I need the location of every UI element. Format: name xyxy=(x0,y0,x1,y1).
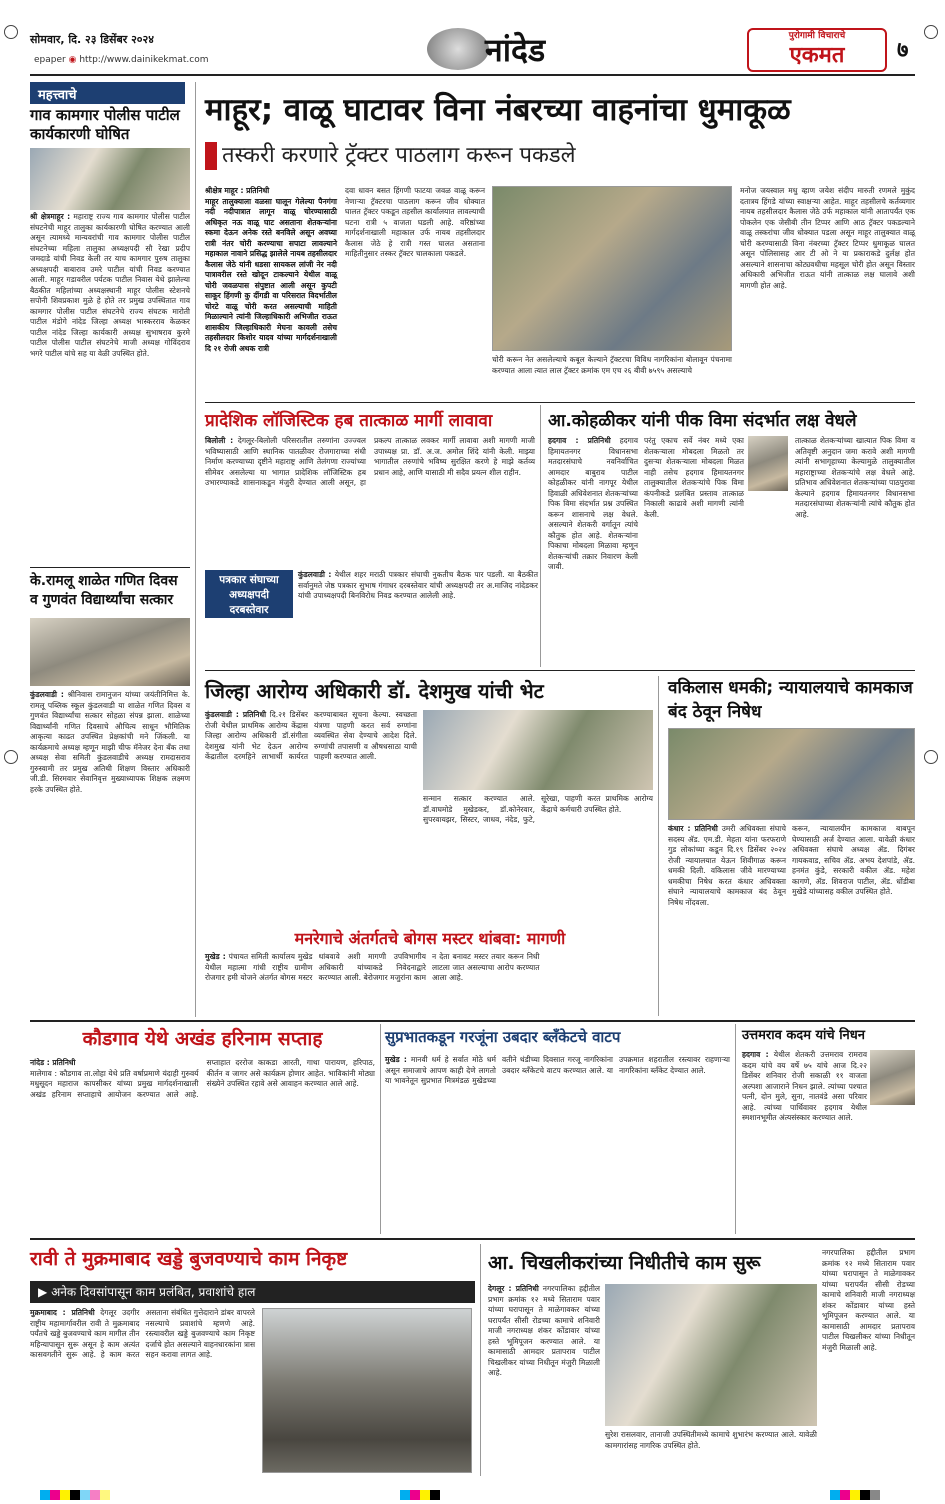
lead-body-col2: दवा धावन बसत हिंगणी फाटया जवळ वाळू करून नेणाऱ्या ट्रॅक्टरचा पाठलाग करून जीव धोक्यात घालत ट्रॅक्टर पकडून तहसील कार्यालयात लावल्याची घटना रात्री ५ वाजता घडली आहे. वरिष्ठांच्या मार्गदर्शनाखाली महाकाल उर्फ नायब तहसीलदार कैलास जेठे हे रात्री गस्त घालत असताना माहितीनुसार तस्कर ट्रॅक्टर चालकाला पकडले. xyxy=(345,186,485,258)
fund-body-col3: नगरपालिका हद्दीतील प्रभाग क्रमांक १२ मध्ये सिताराम पवार यांच्या घरापासून ते माळेगावकर यांच्या घरापर्यंत सीसी रोडच्या कामाचे शनिवारी माजी नगराध्यक्ष शंकर कोंडावार यांच्या हस्ते भूमिपूजन करण्यात आले. या कामासाठी आमदार प्रतापराव पाटील चिखलीकर यांच्या निधीतून मंजुरी मिळाली आहे. xyxy=(822,1248,915,1352)
blanket-headline: सुप्रभातकडून गरजूंना उबदार ब्लँकेटचे वाटप xyxy=(385,1028,621,1046)
logistic-headline: प्रादेशिक लॉजिस्टिक हब तात्काळ मार्गी लावावा xyxy=(205,411,493,431)
story-text: देगलूर-बिलोली परिसरातील तरुणांना उज्ज्वल भविष्यासाठी आणि स्थानिक पातळीवर रोजगाराच्या संधी निर्माण करण्याच्या दृष्टीने महाराष्ट्र आणि तेलंगणा राज्यांच्या सीमेवर असलेल्या या भागात प्रादेशिक लॉजिस्टिक हब उभारण्याकडे शासनाकडून मंजुरी देण्यात आली असून, हा प्रकल्प तात्काळ लवकर मार्गी लावावा अशी मागणी माजी उपाध्यक्ष प्रा. डॉ. अ.ज. अमोल शिंदे यांनी केली. माझ्या भागातील तरुणांचे भविष्य सुरक्षित करणे हे माझे कर्तव्य प्रधान आहे, आणि यासाठी मी सदैव प्रयत्न शील राहीन. xyxy=(205,436,535,487)
lawyer-headline: वकिलास धमकी; न्यायालयाचे कामकाज बंद ठेवून निषेध xyxy=(668,678,913,722)
road-photo xyxy=(262,1308,472,1473)
divider xyxy=(30,1020,915,1022)
dateline: मुक्रमाबाद : प्रतिनिधी xyxy=(30,1308,95,1317)
story-text: देगलूर उदगीर राष्ट्रीय महामार्गावरील रावी ते मुक्रमाबाद पर्यंतचे खड्डे बुजवण्याचे काम मागील तीन महिन्यापासून सुरू असून हे काम अत्यंत कासवगतीने सुरू आहे. हे काम करत असताना संबंधित गुत्तेदाराने डांबर वापरले नसल्याचे प्रवाशांचे म्हणणे आहे. रस्त्यावरील खड्डे बुजवण्याचे काम निकृष्ट दर्जाचे होत असल्याने वाहनधारकांना त्रास सहन करावा लागत आहे. xyxy=(30,1308,256,1359)
dateline: हदगाव : xyxy=(742,1050,769,1059)
story-text: माहूर तालुक्याला वळसा घालून गेलेल्या पैनगंगा नदी नदीपात्रात लागून वाळू चोरण्यासाठी अधिकृत नऊ वाळू घाट असताना शेतकऱ्यांना स्कमा देऊन अनेक रस्ते बनविले असून अवघ्या रात्री नंतर चोरी करण्याचा सपाटा लावल्याने महाकाल नावाने प्रसिद्ध झालेले नायब तहसीलदार कैलास जेठे यांनी धडसा सायकल लांजी नेर नदी पात्रावरील रस्ते खोदून टाकल्याने येथील वाळू चोरी जवळपास संपुष्टात आली असून कुपटी साकूर हिंगणी कु दींगडी वा परिसरात विदर्भातील चोरटे वाळू चोरी करत असल्याची माहिती मिळाल्याने त्यांनी जिल्हाधिकारी अभिजीत राऊत शासकीय जिल्हाधिकारी मेघना कावली तसेच तहसीलदार किशोर यादव यांच्या मार्गदर्शनाखाली दि २१ रोजी अथक रात्री xyxy=(205,196,337,353)
police-patil-photo xyxy=(30,148,190,210)
road-subhead: अनेक दिवसांपासून काम प्रलंबित, प्रवाशांचे हाल xyxy=(51,1285,256,1299)
muster-body xyxy=(205,952,653,1016)
column-divider xyxy=(540,405,541,667)
fund-caption: सुरेश रासलवार, तानाजी उपस्थितीमध्ये कामाचे शुभारंभ करण्यात आले. यावेळी कामगारांसह नागरिक उपस्थित होते. xyxy=(605,1430,817,1450)
dateline: श्रीक्षेत्र माहूर : प्रतिनिधी xyxy=(205,186,270,195)
story-text: उमरी अधिवक्ता संघाचे सदस्य ॲड. एम.डी. मेहता यांना फरफराणे गुड लोकांच्या कडून दि.१९ डिसेंबर २०२४ रोजी न्यायालयात येऊन शिवीगाळ करून धमकी दिली. वकिलास जीवे मारण्याच्या धमकीचा निषेध करत कंधार अधिवक्ता संघाने न्यायालयाचे कामकाज बंद ठेवून निषेध नोंदवला. xyxy=(668,824,786,907)
registration-mark xyxy=(924,25,938,39)
school-event-photo xyxy=(30,618,190,686)
dateline: नांदेड : प्रतिनिधी xyxy=(30,1058,76,1067)
crop-body-col2: परंतु एकाच सर्वे नंबर मध्ये एका शेतकऱ्याला मोबदला मिळतो तर दुसऱ्या शेतकऱ्याला मोबदला मिळत नाही तसेच हदगाव हिमायतनगर तालुक्यातील शेतकऱ्यांचे पिक विमा कंपनीकडे प्रलंबित प्रस्ताव तात्काळ निकाली काढावे अशी मागणी त्यांनी केली. xyxy=(644,436,744,519)
crop-headline: आ.कोहळीकर यांनी पीक विमा संदर्भात लक्ष वेधले xyxy=(548,411,857,431)
dateline: कुंडलवाडी : xyxy=(298,570,332,579)
kirtan-headline: कौडगाव येथे अखंड हरिनाम सप्ताह xyxy=(82,1028,323,1050)
lead-photo-caption: चोरी करून नेत असलेल्याचे कबूल केल्याने ट्रॅक्टरचा विविध नागरिकांना बोलावून पंचनामा करण्यात आला त्यात लाल ट्रॅक्टर क्रमांक एम एच २६ बीवी ७५९५ असल्याचे xyxy=(492,355,732,375)
registration-mark xyxy=(924,750,938,764)
fund-headline: आ. चिखलीकरांच्या निधीतीचे काम सुरू xyxy=(488,1252,761,1274)
story-text: पंचायत समिती कार्यालय मुखेड येथील महात्मा गांधी राष्ट्रीय ग्रामीण रोजगार हमी योजने अंतर्गत बोगस मस्टर थांबवावे अशी मागणी उपविभागीय अधिकारी यांच्याकडे निवेदनाद्वारे करण्यात आली. बेरोजगार मजुरांना काम न देता बनावट मस्टर तयार करून निधी लाटला जात असल्याचा आरोप करण्यात आला आहे. xyxy=(205,952,540,982)
health-caption: सन्मान सत्कार करण्यात आले. डॉ.वाघमोडे मुखेडकर, डॉ.कोनेरवार, सुपरवायझर, सिस्टर, जाधव, नंदेड, फुटे, सूरेखा, पाहणी करत प्राथमिक आरोग्य केंद्राचे कर्मचारी उपस्थित होते. xyxy=(423,794,653,824)
lawyer-body-col2: करून, न्यायालयीन कामकाज बाबपून घेण्यासाठी अर्ज देण्यात आला. यावेळी कंधार अधिवक्ता संघाचे अध्यक्ष ॲड. दिगंबर गायकवाड, सचिव ॲड. अभय देशपांडे, ॲड. हनमंत कुंडे, सरकारी वकील ॲड. महेश कागणे, ॲड. शिवराज पाटील, ॲड. धोंडीबा मुखेडे यांच्यासह वकील उपस्थित होते. xyxy=(792,824,915,896)
city-title: नांदेड xyxy=(485,31,546,69)
press-body xyxy=(298,570,538,620)
tractor-photo xyxy=(492,186,732,351)
epaper-label: epaper xyxy=(34,55,66,65)
lead-body-bold xyxy=(205,186,337,398)
dateline: श्री क्षेत्रमाहूर : xyxy=(30,212,71,221)
dateline: हदगाव : प्रतिनिधी xyxy=(548,436,611,445)
column-divider xyxy=(380,1024,381,1234)
health-visit-photo xyxy=(423,710,653,790)
color-calibration-bar xyxy=(830,1485,880,1504)
crop-body-col3: तात्काळ शेतकऱ्यांच्या खात्यात पिक विमा व अतिवृष्टी अनुदान जमा करावे अशी मागणी त्यांनी सभागृहाच्या केल्यामुळे तालुक्यातील महाराष्ट्राच्या शेतकऱ्यांचे लक्ष वेधले आहे. प्रतिभाव अधिवेशनात शेतकऱ्यांच्या पाठपुरावा केल्याने हदगाव हिमायतनगर विधानसभा मतदारसंघाच्या शेतकऱ्यांनी त्यांचे कौतुक होत आहे. xyxy=(795,436,915,519)
color-calibration-bar xyxy=(400,1485,440,1504)
road-subhead-bar xyxy=(30,1281,475,1303)
groundbreaking-photo xyxy=(605,1284,817,1426)
lead-body-col4: मनोज जयस्वाल मधु व्हाण जयेश संदीप मारुती रणमले मुकुंद दतात्रय हिंगडे यांच्या स्वाक्षऱ्या आहेत. माहूर तहसीलचे कर्तव्यगार नायब तहसीलदार कैलास जेठे उर्फ महाकाल यांनी आतापर्यंत एक पोकलेन एक जेसीबी तीन टिप्पर आणि आठ ट्रॅक्टर पकडल्याने वाळू तस्करांचा जीव धोक्यात पडला असून माहूर तालुक्यात वाळू चोरी करण्यासाठी विना नंबरच्या ट्रॅक्टर टिप्पर धुमाकूळ घालत असून पोलिसासह आर टी ओ ने या प्रकाराकडे दुर्लक्ष होत असल्याने शासनाचा कोट्यवधीचा महसूल चोरी होत असून विस्तार अधिकारी अभिजीत राऊत यांनी तात्काळ लक्ष घालावे अशी मागणी होत आहे. xyxy=(740,186,915,290)
story-text: मानवी धर्म हे सर्वात मोठे धर्म असून समाजाचे आपण काही देणे लागतो या भावनेतून सुप्रभात मित्रमंडळ मुखेडच्या वतीने थंडीच्या दिवसात गरजू नागरिकांना उबदार ब्लँकेटचे वाटप करण्यात आले. या उपक्रमात शहरातील रस्त्यावर राहणाऱ्या नागरिकांना ब्लँकेट देण्यात आले. xyxy=(385,1055,730,1085)
page-number: ७ xyxy=(897,38,909,63)
story-text: हदगाव हिमायतनगर विधानसभा मतदारसंघाचे नवनिर्वाचित आमदार बाबुराव पाटील कोहळीकर यांनी नागपूर येथील हिवाळी अधिवेशनात शेतकऱ्यांच्या पिक विमा संदर्भात प्रश्न उपस्थित करून शासनाचे लक्ष वेधले. असल्याने शेतकरी वर्गातून त्यांचे कौतुक होत आहे. शेतकऱ्यांना पिकाचा मोबदला मिळावा म्हणून शेतकऱ्यांची तक्रार निवारण केली जावी. xyxy=(548,436,638,571)
obit-headline: उत्तमराव कदम यांचे निधन xyxy=(742,1028,865,1043)
color-calibration-bar xyxy=(40,1485,110,1504)
mla-portrait xyxy=(748,436,788,491)
column-divider xyxy=(480,1244,481,1476)
registration-mark xyxy=(4,25,18,39)
story-text: महाराष्ट्र राज्य गाव कामगार पोलीस पाटील संघटनेची माहूर तालुका कार्यकारणी घोषित करण्यात आली असून त्यामध्ये मान्यवरांची गाव कामगार पोलीस पाटील संघटनेच्या महिला तालुका अध्यक्षपदी सौ रेखा प्रदीप जमदाडे यांची निवड केली तर याच कामगार पुरुष तालुका अध्यक्षपदी बाबाराव उमरे पाटील यांची निवड करण्यात आली. माहूर गडावरील पर्यटक पाटील निवास येथे झालेल्या बैठकीत महिलांच्या अध्यक्षस्थानी माहूर पोलीस स्टेशनचे सपोनी शिवप्रकाश मुळे हे होते तर प्रमुख उपस्थितात गाव कामगार पोलीस पाटील संघटनेचे राज्य संघटक मारोती पाटील मंडोगे नांदेड जिल्हा अध्यक्ष भास्करराव केळकर पाटील नांदेड जिल्हा कार्यकारी अध्यक्ष सुभाषराव कुरमे पाटील पोलीस पाटील संघटनेचे माजी अध्यक्ष गोविंदराव भगरे पाटील यांचे सह या वेळी उपस्थित होते. xyxy=(30,212,191,358)
divider xyxy=(205,402,915,403)
sidebar-story1-headline: गाव कामगार पोलीस पाटील कार्यकारणी घोषित xyxy=(30,106,180,143)
blanket-body xyxy=(385,1055,730,1233)
fund-body xyxy=(488,1284,600,1472)
divider xyxy=(30,567,190,568)
globe-icon: ◉ xyxy=(68,55,77,65)
section-label: महत्त्वाचे xyxy=(30,82,185,104)
brand-name: एकमत xyxy=(789,43,845,68)
city-emblem xyxy=(427,28,489,70)
arrow-icon: ▶ xyxy=(38,1285,48,1299)
divider xyxy=(30,1238,915,1240)
sidebar-story1-body xyxy=(30,212,190,564)
column-divider xyxy=(195,82,196,1017)
sidebar-story2-body xyxy=(30,690,190,1015)
column-divider xyxy=(658,676,659,1016)
epaper-line xyxy=(34,55,208,65)
divider xyxy=(205,670,915,671)
story-text: दि.२१ डिसेंबर रोजी येथील प्राथमिक आरोग्य केंद्रास जिल्हा आरोग्य अधिकारी डॉ.संगीता देशमुख यांनी भेट देऊन आरोग्य केंद्रातील दरमहिने लाभार्थी कार्यरत करण्याबाबत सूचना केल्या. स्वच्छता यंत्रणा पाहणी करत सर्व रुग्णांना व्यवस्थित सेवा देण्याचे आदेश दिले. रुग्णांची तपासणी व औषधसाठा याची पाहणी करण्यात आली. xyxy=(205,710,417,761)
lawyers-photo xyxy=(668,728,915,820)
issue-date: सोमवार, दि. २३ डिसेंबर २०२४ xyxy=(30,33,154,46)
road-body xyxy=(30,1308,255,1473)
dateline: देगलूर : प्रतिनिधी xyxy=(488,1284,539,1293)
dateline: कुंडलवाडी : प्रतिनिधी xyxy=(205,710,267,719)
dateline: बिलोली : xyxy=(205,436,234,445)
sidebar-story2-headline: के.रामलू शाळेत गणित दिवस व गुणवंत विद्यार्थ्यांचा सत्कार xyxy=(30,573,178,608)
health-body xyxy=(205,710,417,926)
registration-mark xyxy=(4,750,18,764)
brand-tagline: पुरोगामी विचाराचे xyxy=(788,31,846,41)
crop-body xyxy=(548,436,638,664)
lawyer-body xyxy=(668,824,786,1016)
story-text: मालेगाव : कौडगाव ता.लोहा येथे प्रति वर्षाप्रमाणे यंदाही गुरुवर्य मधुसूदन महाराज कापसीकर यांच्या प्रमुख मार्गदर्शनाखाली अखंड हरिनाम सप्ताहाचे आयोजन करण्यात आले आहे. सप्ताहात दररोज काकडा आरती, गाथा पारायण, हरिपाठ, कीर्तन व जागर असे कार्यक्रम होणार आहेत. भाविकांनी मोठ्या संख्येने उपस्थित रहावे असे आवाहन करण्यात आले आहे. xyxy=(30,1058,375,1099)
story-text: नगरपालिका हद्दीतील प्रभाग क्रमांक १२ मध्ये सिताराम पवार यांच्या घरापासून ते माळेगावकर यांच्या घरापर्यंत सीसी रोडच्या कामाचे शनिवारी माजी नगराध्यक्ष शंकर कोंडावार यांच्या हस्ते भूमिपूजन करण्यात आले. या कामासाठी आमदार प्रतापराव पाटील चिखलीकर यांच्या निधीतून मंजुरी मिळाली आहे. xyxy=(488,1284,600,1377)
dateline: कुंडलवाडी : xyxy=(30,690,64,699)
website-link[interactable]: http://www.dainikekmat.com xyxy=(79,55,209,65)
story-text: श्रीनिवास रामानुजन यांच्या जयंतीनिमित्त के. रामलू पब्लिक स्कूल कुंडलवाडी या शाळेत गणित दिवस व गुणवंत विद्यार्थ्यांचा सत्कार सोहळा संपन्न झाला. शाळेच्या विद्यार्थ्यांनी गणित दिवसाचे औचित्य साधून भौमितिक आकृत्या काढत उपस्थित प्रेक्षकांची मने जिंकली. या कार्यक्रमाचे अध्यक्ष म्हणून माझी चीफ मॅनेजर देना बँक तथा अध्यक्ष सेवा समिती कुंडलवाडीचे अध्यक्ष रामदासराव गुरुस्वामी तर प्रमुख अतिथी शिक्षण विस्तार अधिकारी जी.डी. सिरमवार सेवानिवृत्त मुख्याध्यापक शिक्षक लक्ष्मण हरके उपस्थित होते. xyxy=(30,690,190,794)
road-headline: रावी ते मुक्रमाबाद खड्डे बुजवण्याचे काम निकृष्ट xyxy=(30,1248,348,1270)
obit-body xyxy=(742,1050,867,1122)
lead-headline: माहूर; वाळू घाटावर विना नंबरच्या वाहनांचा धुमाकूळ xyxy=(205,92,791,128)
health-headline: जिल्हा आरोग्य अधिकारी डॉ. देशमुख यांची भेट xyxy=(205,679,544,703)
muster-headline: मनरेगाचे अंतर्गतचे बोगस मस्टर थांबवा: मागणी xyxy=(294,929,566,948)
obit-portrait xyxy=(870,1050,915,1105)
dateline: मुखेड : xyxy=(385,1055,407,1064)
subhead-marker xyxy=(205,142,217,170)
kirtan-body xyxy=(30,1058,375,1233)
logistic-body xyxy=(205,436,535,566)
press-tag: पत्रकार संघाच्या अध्यक्षपदी दरबस्तेवार xyxy=(205,570,293,618)
lead-subhead: तस्करी करणारे ट्रॅक्टर पाठलाग करून पकडले xyxy=(222,143,576,168)
brand-logo xyxy=(747,28,887,72)
story-text: येथील शेतकरी उत्तमराव रामराव कदम यांचे वय वर्षे ७५ यांचे आज दि.२२ डिसेंबर शनिवार रोजी सकाळी ११ वाजता अल्पशा आजाराने निधन झाले. त्यांच्या पश्चात पत्नी, दोन मुले, सुना, नातवंडे असा परिवार आहे. त्यांच्या पार्थिवावर हदगाव येथील स्मशानभूमीत अंत्यसंस्कार करण्यात आले. xyxy=(742,1050,867,1122)
story-text: येथील शहर मराठी पत्रकार संघाची नुकतीच बैठक पार पडली. या बैठकीत सर्वानुमते जेष्ठ पत्रकार सुभाष गंगाधर दरबस्तेवार यांची अध्यक्षपदी तर अ.माजिद नांदेडकर यांची उपाध्यक्षपदी बिनविरोध निवड करण्यात आलेली आहे. xyxy=(298,570,538,600)
dateline: कंधार : प्रतिनिधी xyxy=(668,824,718,833)
dateline: मुखेड : xyxy=(205,952,226,961)
masthead-rule xyxy=(30,74,915,76)
column-divider xyxy=(735,1024,736,1234)
